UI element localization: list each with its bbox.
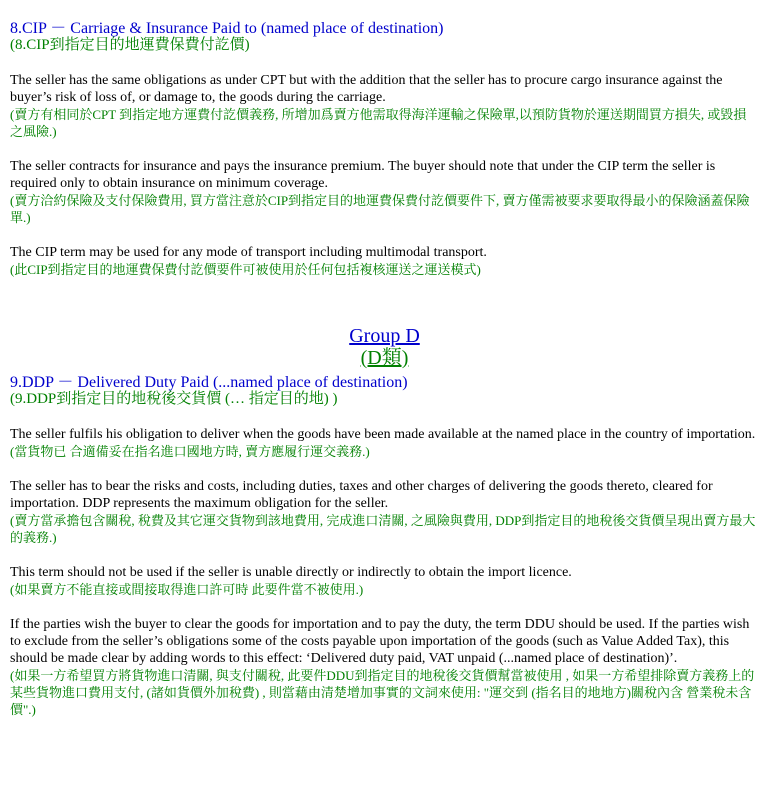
ddp-paragraph-3-en: This term should not be used if the seller is unable directly or indirectly to obtain the import licence. bbox=[10, 565, 572, 580]
cip-paragraph-1 bbox=[10, 72, 759, 140]
ddp-paragraph-2 bbox=[10, 478, 759, 546]
group-d-title-zh[interactable]: (D類) bbox=[360, 347, 409, 369]
ddp-paragraph-1 bbox=[10, 426, 759, 460]
ddp-title-zh: (9.DDP到指定目的地稅後交貨價 (… 指定目的地) ) bbox=[10, 391, 338, 407]
ddp-paragraph-1-en: The seller fulfils his obligation to deliver when the goods have been made available at the named place in the country of importation. bbox=[10, 427, 756, 442]
cip-section bbox=[10, 20, 759, 278]
cip-title-en: 8.CIP － Carriage & Insurance Paid to (named place of destination) bbox=[10, 20, 444, 37]
group-d-heading bbox=[10, 325, 759, 369]
ddp-title-en: 9.DDP － Delivered Duty Paid (...named place of destination) bbox=[10, 374, 408, 391]
ddp-paragraph-4-en: If the parties wish the buyer to clear the goods for importation and to pay the duty, the term DDU should be used. If the parties wish to exclude from the seller’s obligations some of the costs payable upon importation of the goods (such as Value Added Tax), this should be made clear by adding words to this effect: ‘Delivered duty paid, VAT unpaid (...named place of destination)’. bbox=[10, 617, 750, 666]
cip-paragraph-2-en: The seller contracts for insurance and pays the insurance premium. The buyer should note that under the CIP term the seller is required only to obtain insurance on minimum coverage. bbox=[10, 159, 716, 191]
ddp-paragraph-2-en: The seller has to bear the risks and costs, including duties, taxes and other charges of delivering the goods thereto, cleared for importation. DDP represents the maximum obligation for the seller. bbox=[10, 479, 713, 511]
cip-paragraph-2 bbox=[10, 158, 759, 226]
group-d-title-en[interactable]: Group D bbox=[349, 325, 420, 347]
cip-paragraph-3-en: The CIP term may be used for any mode of transport including multimodal transport. bbox=[10, 245, 487, 260]
cip-paragraph-2-zh: (賣方洽約保險及支付保險費用, 買方當注意於CIP到指定目的地運費保費付訖價要件下, 賣方僅需被要求要取得最小的保險涵蓋保險單.) bbox=[10, 193, 750, 225]
ddp-paragraph-1-zh: (當貨物已 合適備妥在指名進口國地方時, 賣方應履行運交義務.) bbox=[10, 444, 370, 459]
ddp-paragraph-3-zh: (如果賣方不能直接或間接取得進口許可時 此要件當不被使用.) bbox=[10, 582, 364, 597]
ddp-paragraph-4-zh: (如果一方希望買方將貨物進口清關, 與支付關稅, 此要件DDU到指定目的地稅後交貨價幫當被使用 , 如果一方希望排除賣方義務上的某些貨物進口費用支付, (諸如貨價外加稅費) , 則當藉由清楚增加事實的文詞來使用: "運交到 (指名目的地地方)關稅內含 營業稅未含價".) bbox=[10, 668, 755, 717]
cip-title-zh: (8.CIP到指定目的地運費保費付訖價) bbox=[10, 37, 250, 53]
cip-paragraph-1-en: The seller has the same obligations as under CPT but with the addition that the seller has to procure cargo insurance against the buyer’s risk of loss of, or damage to, the goods during the carriage. bbox=[10, 73, 723, 105]
cip-paragraph-1-zh: (賣方有相同於CPT 到指定地方運費付訖價義務, 所增加爲賣方他需取得海洋運輸之保險單,以預防貨物於運送期間買方損失, 或毀損之風險.) bbox=[10, 107, 747, 139]
ddp-section bbox=[10, 374, 759, 718]
cip-paragraph-3-zh: (此CIP到指定目的地運費保費付訖價要件可被使用於任何包括複核運送之運送模式) bbox=[10, 262, 481, 277]
cip-paragraph-3 bbox=[10, 244, 759, 278]
ddp-paragraph-2-zh: (賣方當承擔包含關稅, 稅費及其它運交貨物到該地費用, 完成進口清關, 之風險與費用, DDP到指定目的地稅後交貨價呈現出賣方最大的義務.) bbox=[10, 513, 756, 545]
ddp-paragraph-3 bbox=[10, 564, 759, 598]
ddp-paragraph-4 bbox=[10, 616, 759, 718]
